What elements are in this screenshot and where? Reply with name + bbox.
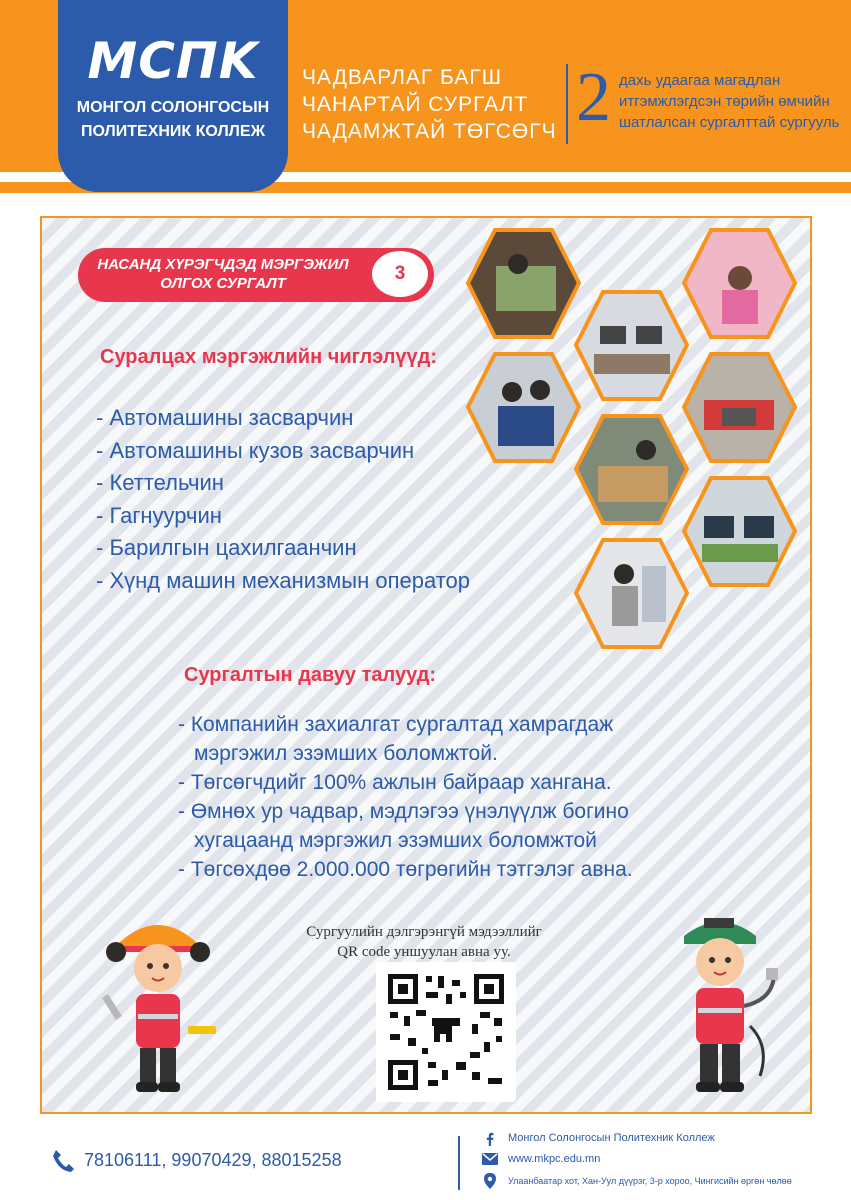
list-item: - Төгсөхдөө 2.000.000 төгрөгийн тэтгэлэг авна. bbox=[178, 858, 633, 881]
photo-hexagon bbox=[574, 288, 689, 403]
advantages-heading: Сургалтын давуу талууд: bbox=[184, 664, 437, 686]
program-title-line1: НАСАНД ХҮРЭГЧДЭД МЭРГЭЖИЛ bbox=[97, 256, 349, 273]
photo-hexagon bbox=[574, 536, 689, 651]
qr-code[interactable] bbox=[376, 962, 516, 1102]
motto bbox=[302, 64, 557, 145]
college-logo bbox=[58, 0, 288, 192]
facebook-link[interactable]: Монгол Солонгосын Политехник Коллеж bbox=[508, 1132, 715, 1144]
logo-name-line1: МОНГОЛ СОЛОНГОСЫН bbox=[76, 99, 270, 116]
photo-hexagon bbox=[574, 412, 689, 527]
footer-divider bbox=[458, 1136, 460, 1190]
boy-welder-mascot bbox=[658, 906, 782, 1106]
program-number-badge: 3 bbox=[372, 251, 428, 297]
list-item: - Хүнд машин механизмын оператор bbox=[96, 567, 471, 593]
photo-hexagon bbox=[682, 474, 797, 589]
photo-hexagon bbox=[682, 350, 797, 465]
email-icon bbox=[482, 1153, 498, 1165]
list-item: - Автомашины кузов засварчин bbox=[96, 437, 415, 463]
list-item: - Төгсөгчдийг 100% ажлын байраар хангана. bbox=[178, 771, 612, 794]
photo-hexagon bbox=[682, 226, 797, 341]
motto-line1: ЧАДВАРЛАГ БАГШ bbox=[302, 66, 503, 89]
computer-lab-photo-icon bbox=[636, 326, 662, 344]
professions-heading: Суралцах мэргэжлийн чиглэлүүд: bbox=[100, 346, 438, 368]
location-pin-icon bbox=[484, 1173, 496, 1189]
qr-note-line2: QR code уншуулан авна уу. bbox=[337, 944, 511, 960]
phone-icon bbox=[50, 1148, 76, 1174]
list-item: - Гагнуурчин bbox=[96, 502, 222, 528]
workshop-photo-icon bbox=[496, 266, 556, 311]
list-item: - Компанийн захиалгат сургалтад хамрагдаж bbox=[178, 713, 614, 736]
phone-numbers: 78106111, 99070429, 88015258 bbox=[84, 1150, 342, 1170]
list-item: - Автомашины засварчин bbox=[96, 405, 354, 430]
woodwork-photo-icon bbox=[598, 466, 668, 502]
logo-name bbox=[58, 96, 288, 144]
list-item: хугацаанд мэргэжил эзэмших боломжтой bbox=[194, 829, 597, 852]
students-photo-icon bbox=[498, 406, 554, 446]
qr-code-icon bbox=[376, 962, 516, 1102]
motto-line2: ЧАНАРТАЙ СУРГАЛТ bbox=[302, 93, 529, 116]
facebook-icon bbox=[483, 1132, 497, 1146]
sewing-photo-icon bbox=[722, 290, 758, 324]
simulator-photo-icon bbox=[744, 516, 774, 538]
program-title bbox=[92, 255, 354, 293]
motto-line3: ЧАДАМЖТАЙ ТӨГСӨГЧ bbox=[302, 120, 557, 143]
list-item: - Өмнөх ур чадвар, мэдлэгээ үнэлүүлж богино bbox=[178, 800, 629, 823]
electrical-lab-photo-icon bbox=[612, 586, 638, 626]
accreditation-line1: дахь удаагаа магадлан bbox=[619, 72, 781, 89]
list-item: - Кеттельчин bbox=[96, 470, 224, 495]
accreditation-text bbox=[619, 70, 839, 133]
girl-worker-mascot bbox=[98, 906, 218, 1102]
address-text: Улаанбаатар хот, Хан-Уул дүүрэг, 3-р хороо, Чингисийн өргөн чөлөө bbox=[508, 1176, 792, 1186]
header-divider bbox=[566, 64, 568, 144]
advantages-list bbox=[178, 710, 633, 884]
photo-hexagon bbox=[466, 226, 581, 341]
qr-note-line1: Сургуулийн дэлгэрэнгүй мэдээллийг bbox=[306, 924, 542, 940]
accreditation-number: 2 bbox=[576, 59, 611, 136]
program-title-line2: ОЛГОХ СУРГАЛТ bbox=[160, 275, 286, 292]
professions-list bbox=[96, 402, 470, 597]
photo-hexagon bbox=[466, 350, 581, 465]
logo-name-line2: ПОЛИТЕХНИК КОЛЛЕЖ bbox=[80, 123, 266, 140]
accreditation-line3: шатлалсан сургалттай сургууль bbox=[619, 114, 840, 131]
logo-mark: MCПK bbox=[87, 32, 259, 90]
qr-note bbox=[306, 922, 542, 962]
list-item: - Барилгын цахилгаанчин bbox=[96, 535, 357, 560]
website-link[interactable]: www.mkpc.edu.mn bbox=[508, 1153, 601, 1165]
accreditation-line2: итгэмжлэгдсэн төрийн өмчийн bbox=[619, 93, 830, 110]
list-item: мэргэжил эзэмших боломжтой. bbox=[194, 742, 498, 765]
